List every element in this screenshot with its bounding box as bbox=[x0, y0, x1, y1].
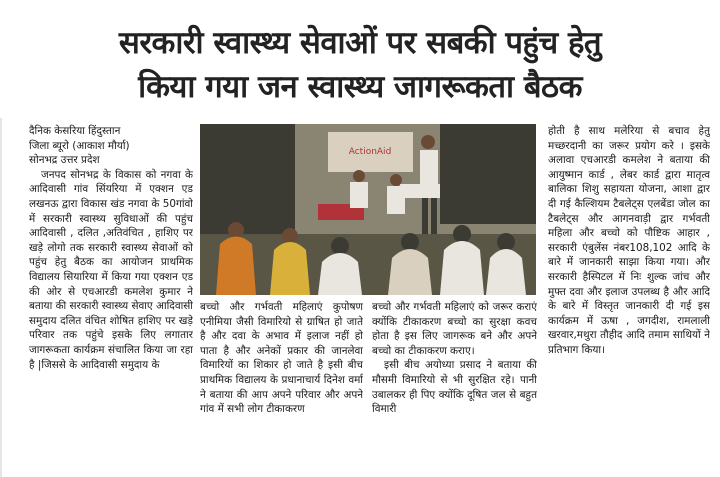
article-paragraph bbox=[372, 300, 537, 358]
article-text: इसी बीच अयोध्या प्रसाद ने बताया की मौसमी विमारियो से भी सुरक्षित रहे। पानी उबालकर ही पिए क्योंकि दूषित जल से बहुत विमारी bbox=[372, 359, 537, 416]
headline-line-1: सरकारी स्वास्थ्य सेवाओं पर सबकी पहुंच हेतु bbox=[118, 25, 602, 61]
event-photo bbox=[200, 124, 536, 295]
article-column-4 bbox=[548, 124, 710, 464]
column-divider bbox=[0, 118, 2, 477]
event-photo-illustration bbox=[200, 124, 536, 295]
article-column-3 bbox=[372, 300, 537, 465]
article-text: बच्चो और गर्भवती महिलाएं को जरूर कराएं क्योंकि टीकाकरण बच्चो का सुरक्षा कवच होता है इस लिए जागरूक बने और अपने बच्चो का टीकाकरण कराए। bbox=[372, 301, 537, 357]
article-text: होती है साथ मलेरिया से बचाव हेतु मच्छरदानी का जरूर प्रयोग करे । इसके अलावा एचआरडी कमलेश ने बताया की आयुष्मान कार्ड , लेबर कार्ड द्वारा मातृत्व बालिका शिशु सहायता योजना, आशा द्वार दी गई कैल्शियम टैबलेट्स एलबेंडा जोल का टैबलेट्स और आगनवाड़ी द्वार गर्भवती महिला और बच्चो को पौष्टिक आहार , सरकारी एंबुलेंस नंबर108,102 आदि के बारे में जानकारी साझा किया गया। और सरकारी हैस्पिटल में निः शुल्क जांच और मुफ्त दवा और इलाज उपलब्ध है और आदि के बारे में विस्तृत जानकारी दी गई इस कार्यक्रम में ऊषा , जगदीश, रामलाली खरवार,मथुरा तौहीद आदि तमाम साथियों ने प्रतिभाग किया। bbox=[548, 125, 710, 356]
headline-line-2: किया गया जन स्वास्थ्य जागरूकता बैठक bbox=[138, 69, 582, 105]
article-paragraph bbox=[548, 124, 710, 358]
article-column-1 bbox=[29, 124, 193, 464]
byline-bureau: जिला ब्यूरो (आकाश मौर्या) bbox=[29, 139, 130, 152]
article-text: बच्चो और गर्भवती महिलाएं कुपोषण एनीमिया जैसी विमारियो से ग्राषित हो जाते है और दवा के अभाव में इलाज नहीं हो पाता है और अनेकों प्रकार की जानलेवा विमारियों का शिकार हो जाते है इसी बीच प्राथमिक विद्यालय के प्रधानाचार्य दिनेश वर्मा ने बताया की आप अपने परिवार और अपने गांव में सभी लोग टीकाकरण bbox=[200, 301, 363, 416]
article-paragraph bbox=[372, 358, 537, 416]
article-column-2 bbox=[200, 300, 363, 465]
byline-paper: दैनिक केसरिया हिंदुस्तान bbox=[29, 125, 121, 137]
banner-text: ActionAid bbox=[348, 147, 392, 157]
article-text: जनपद सोनभद्र के विकास को नगवा के आदिवासी गांव सिंयरिया में एक्शन एड लखनऊ द्वारा विकास खंड नगवा के 50गांवो में सरकारी स्वास्थ्य सुविधाओं की पहुंच आदिवासी , दलित ,अतिवंचित , हाशिए पर खड़े लोगो तक सरकारी स्वास्थ्य सेवाओं को पहुंच हेतु बैठक का आयोजन प्राथमिक विद्यालय सियारिया में किया गया एक्शन एड की ओर से एचआरडी कमलेश कुमार ने बताया की सरकारी स्वास्थ्य सेवाए आदिवासी समुदाय दलित वंचित शोषित हाशिए पर खड़े परिवार तक पहुंचे इसके लिए लगातार जागरूकता कार्यक्रम संचालित किया जा रहा है |जिससे के आदिवासी समुदाय के bbox=[29, 168, 193, 371]
article-paragraph bbox=[200, 300, 363, 417]
article-paragraph bbox=[29, 168, 193, 372]
byline-place: सोनभद्र उत्तर प्रदेश bbox=[29, 154, 100, 167]
